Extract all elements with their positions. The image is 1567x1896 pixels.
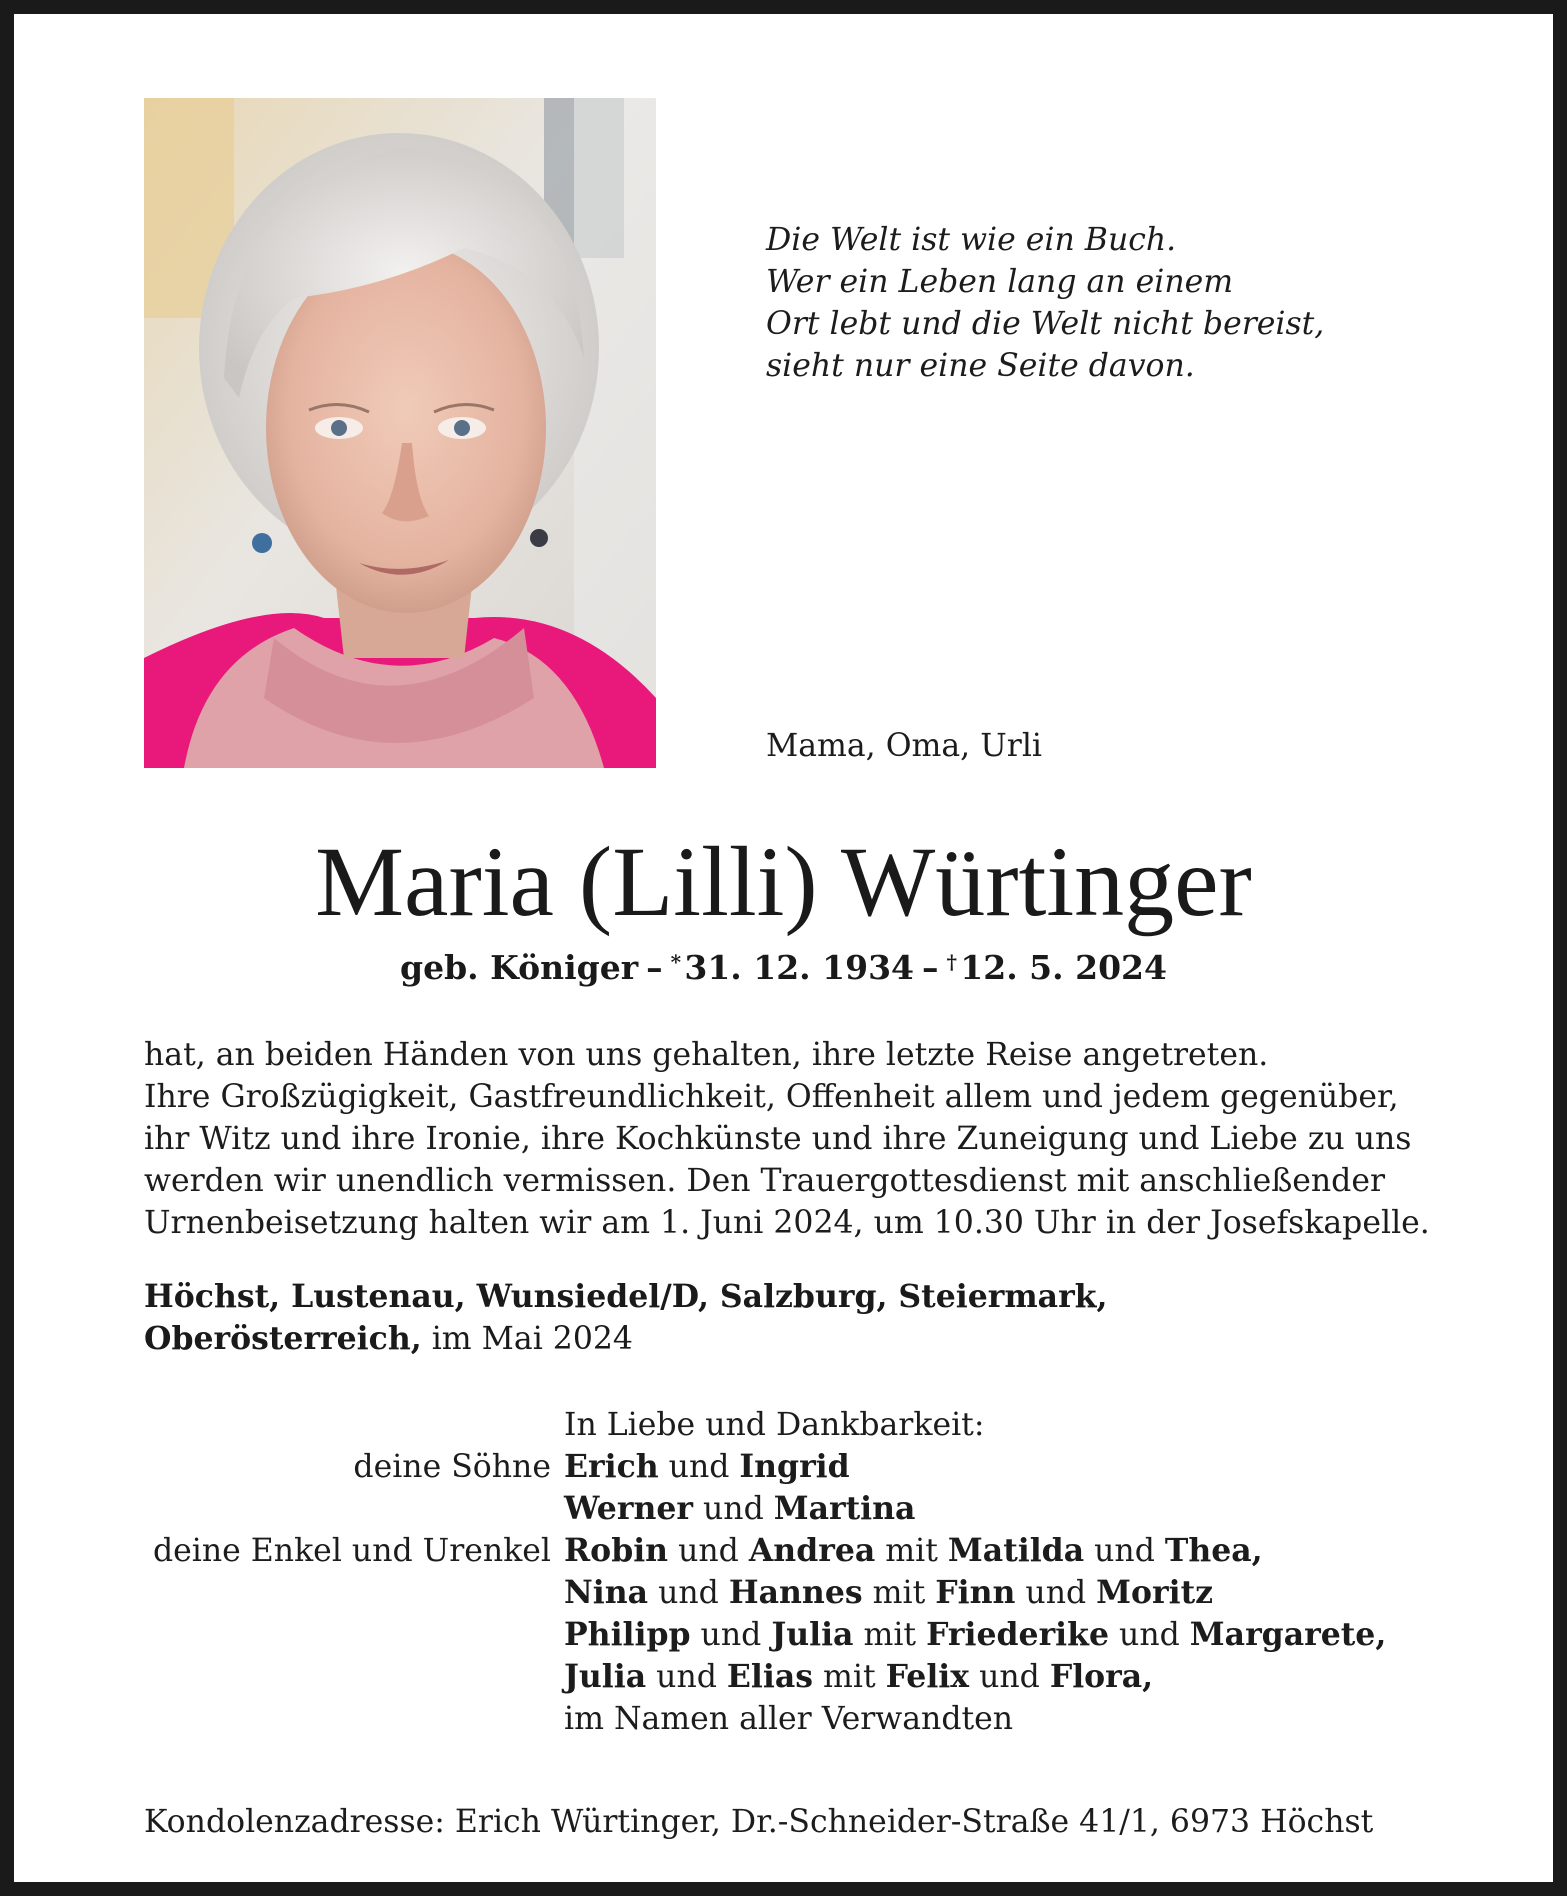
person-name: Erich xyxy=(564,1448,659,1485)
connector-text: und xyxy=(648,1575,729,1611)
family-closing: im Namen aller Verwandten xyxy=(564,1701,1014,1737)
connector-text: und xyxy=(1109,1617,1190,1653)
connector-text: und xyxy=(646,1659,727,1695)
person-name: Elias xyxy=(726,1658,814,1695)
person-name: Hannes xyxy=(728,1574,863,1611)
family-names xyxy=(564,1656,1153,1698)
connector-text: mit xyxy=(862,1575,936,1611)
family-row xyxy=(14,1488,1567,1530)
quote-line: sieht nur eine Seite davon. xyxy=(766,348,1195,384)
death-symbol: † xyxy=(946,950,957,974)
person-name: Julia xyxy=(564,1658,647,1695)
date-text: im Mai 2024 xyxy=(421,1321,633,1357)
person-name: Philipp xyxy=(564,1616,691,1653)
family-names xyxy=(564,1614,1386,1656)
person-name: Robin xyxy=(564,1532,669,1569)
text-line: werden wir unendlich vermissen. Den Trauergottesdienst mit anschließender xyxy=(144,1163,1386,1199)
family-roles: Mama, Oma, Urli xyxy=(766,728,1042,764)
connector-text: und xyxy=(969,1659,1050,1695)
connector-text: mit xyxy=(875,1533,948,1569)
person-name: Friederike xyxy=(926,1616,1110,1653)
maiden-name: geb. Königer xyxy=(400,948,639,987)
places-line: Höchst, Lustenau, Wunsiedel/D, Salzburg, Steiermark, xyxy=(144,1278,1108,1315)
birth-date: 31. 12. 1934 xyxy=(684,948,915,987)
family-row xyxy=(14,1530,1567,1572)
family-row xyxy=(14,1656,1567,1698)
connector-text: und xyxy=(1084,1533,1165,1569)
person-name: Flora, xyxy=(1049,1658,1154,1695)
places-and-date xyxy=(144,1276,1107,1360)
connector-text: mit xyxy=(813,1659,886,1695)
family-names xyxy=(564,1488,915,1530)
family-row xyxy=(14,1614,1567,1656)
person-name: Moritz xyxy=(1096,1574,1214,1611)
sons-label: deine Söhne xyxy=(353,1449,551,1485)
text-line: Urnenbeisetzung halten wir am 1. Juni 2024, um 10.30 Uhr in der Josefskapelle. xyxy=(144,1205,1430,1241)
person-name: Finn xyxy=(935,1574,1016,1611)
person-name: Martina xyxy=(773,1490,916,1527)
death-date: 12. 5. 2024 xyxy=(960,948,1167,987)
family-signatures xyxy=(14,1404,1567,1740)
connector-text: und xyxy=(690,1617,772,1653)
family-names xyxy=(564,1446,850,1488)
life-dates xyxy=(14,948,1553,987)
person-name: Ingrid xyxy=(739,1448,850,1485)
quote xyxy=(766,219,1446,387)
person-name: Julia xyxy=(771,1616,854,1653)
text-line: Ihre Großzügigkeit, Gastfreundlichkeit, Offenheit allem und jedem gegenüber, xyxy=(144,1079,1399,1115)
family-row xyxy=(14,1698,1567,1740)
dash: – xyxy=(646,948,663,987)
portrait-photo xyxy=(144,98,656,768)
quote-line: Ort lebt und die Welt nicht bereist, xyxy=(766,306,1325,342)
text-line: ihr Witz und ihre Ironie, ihre Kochkünste und ihre Zuneigung und Liebe zu uns xyxy=(144,1121,1412,1157)
person-name: Andrea xyxy=(748,1532,876,1569)
person-name: Margarete, xyxy=(1189,1616,1387,1653)
connector-text: und xyxy=(1015,1575,1097,1611)
text-line: hat, an beiden Händen von uns gehalten, ihre letzte Reise angetreten. xyxy=(144,1037,1269,1073)
family-row xyxy=(14,1572,1567,1614)
quote-line: Die Welt ist wie ein Buch. xyxy=(766,222,1177,258)
quote-line: Wer ein Leben lang an einem xyxy=(766,264,1234,300)
family-row xyxy=(14,1446,1567,1488)
birth-symbol: * xyxy=(670,950,682,974)
places-line: Oberösterreich, xyxy=(144,1320,422,1357)
family-names xyxy=(564,1572,1213,1614)
deceased-name: Maria (Lilli) Würtinger xyxy=(315,826,1252,937)
connector-text: und xyxy=(658,1449,740,1485)
connector-text: und xyxy=(668,1533,749,1569)
person-name: Felix xyxy=(885,1658,970,1695)
condolence-address: Kondolenzadresse: Erich Würtinger, Dr.-Schneider-Straße 41/1, 6973 Höchst xyxy=(144,1804,1374,1840)
person-name: Matilda xyxy=(947,1532,1085,1569)
dash: – xyxy=(922,948,939,987)
person-name: Nina xyxy=(564,1574,649,1611)
connector-text: mit xyxy=(853,1617,927,1653)
person-name: Thea, xyxy=(1164,1532,1263,1569)
grandchildren-label: deine Enkel und Urenkel xyxy=(152,1533,551,1569)
portrait-image xyxy=(144,98,656,768)
family-names xyxy=(564,1530,1263,1572)
person-name: Werner xyxy=(564,1490,693,1527)
family-intro: In Liebe und Dankbarkeit: xyxy=(564,1407,985,1443)
announcement-text xyxy=(144,1034,1464,1244)
connector-text: und xyxy=(692,1491,774,1527)
